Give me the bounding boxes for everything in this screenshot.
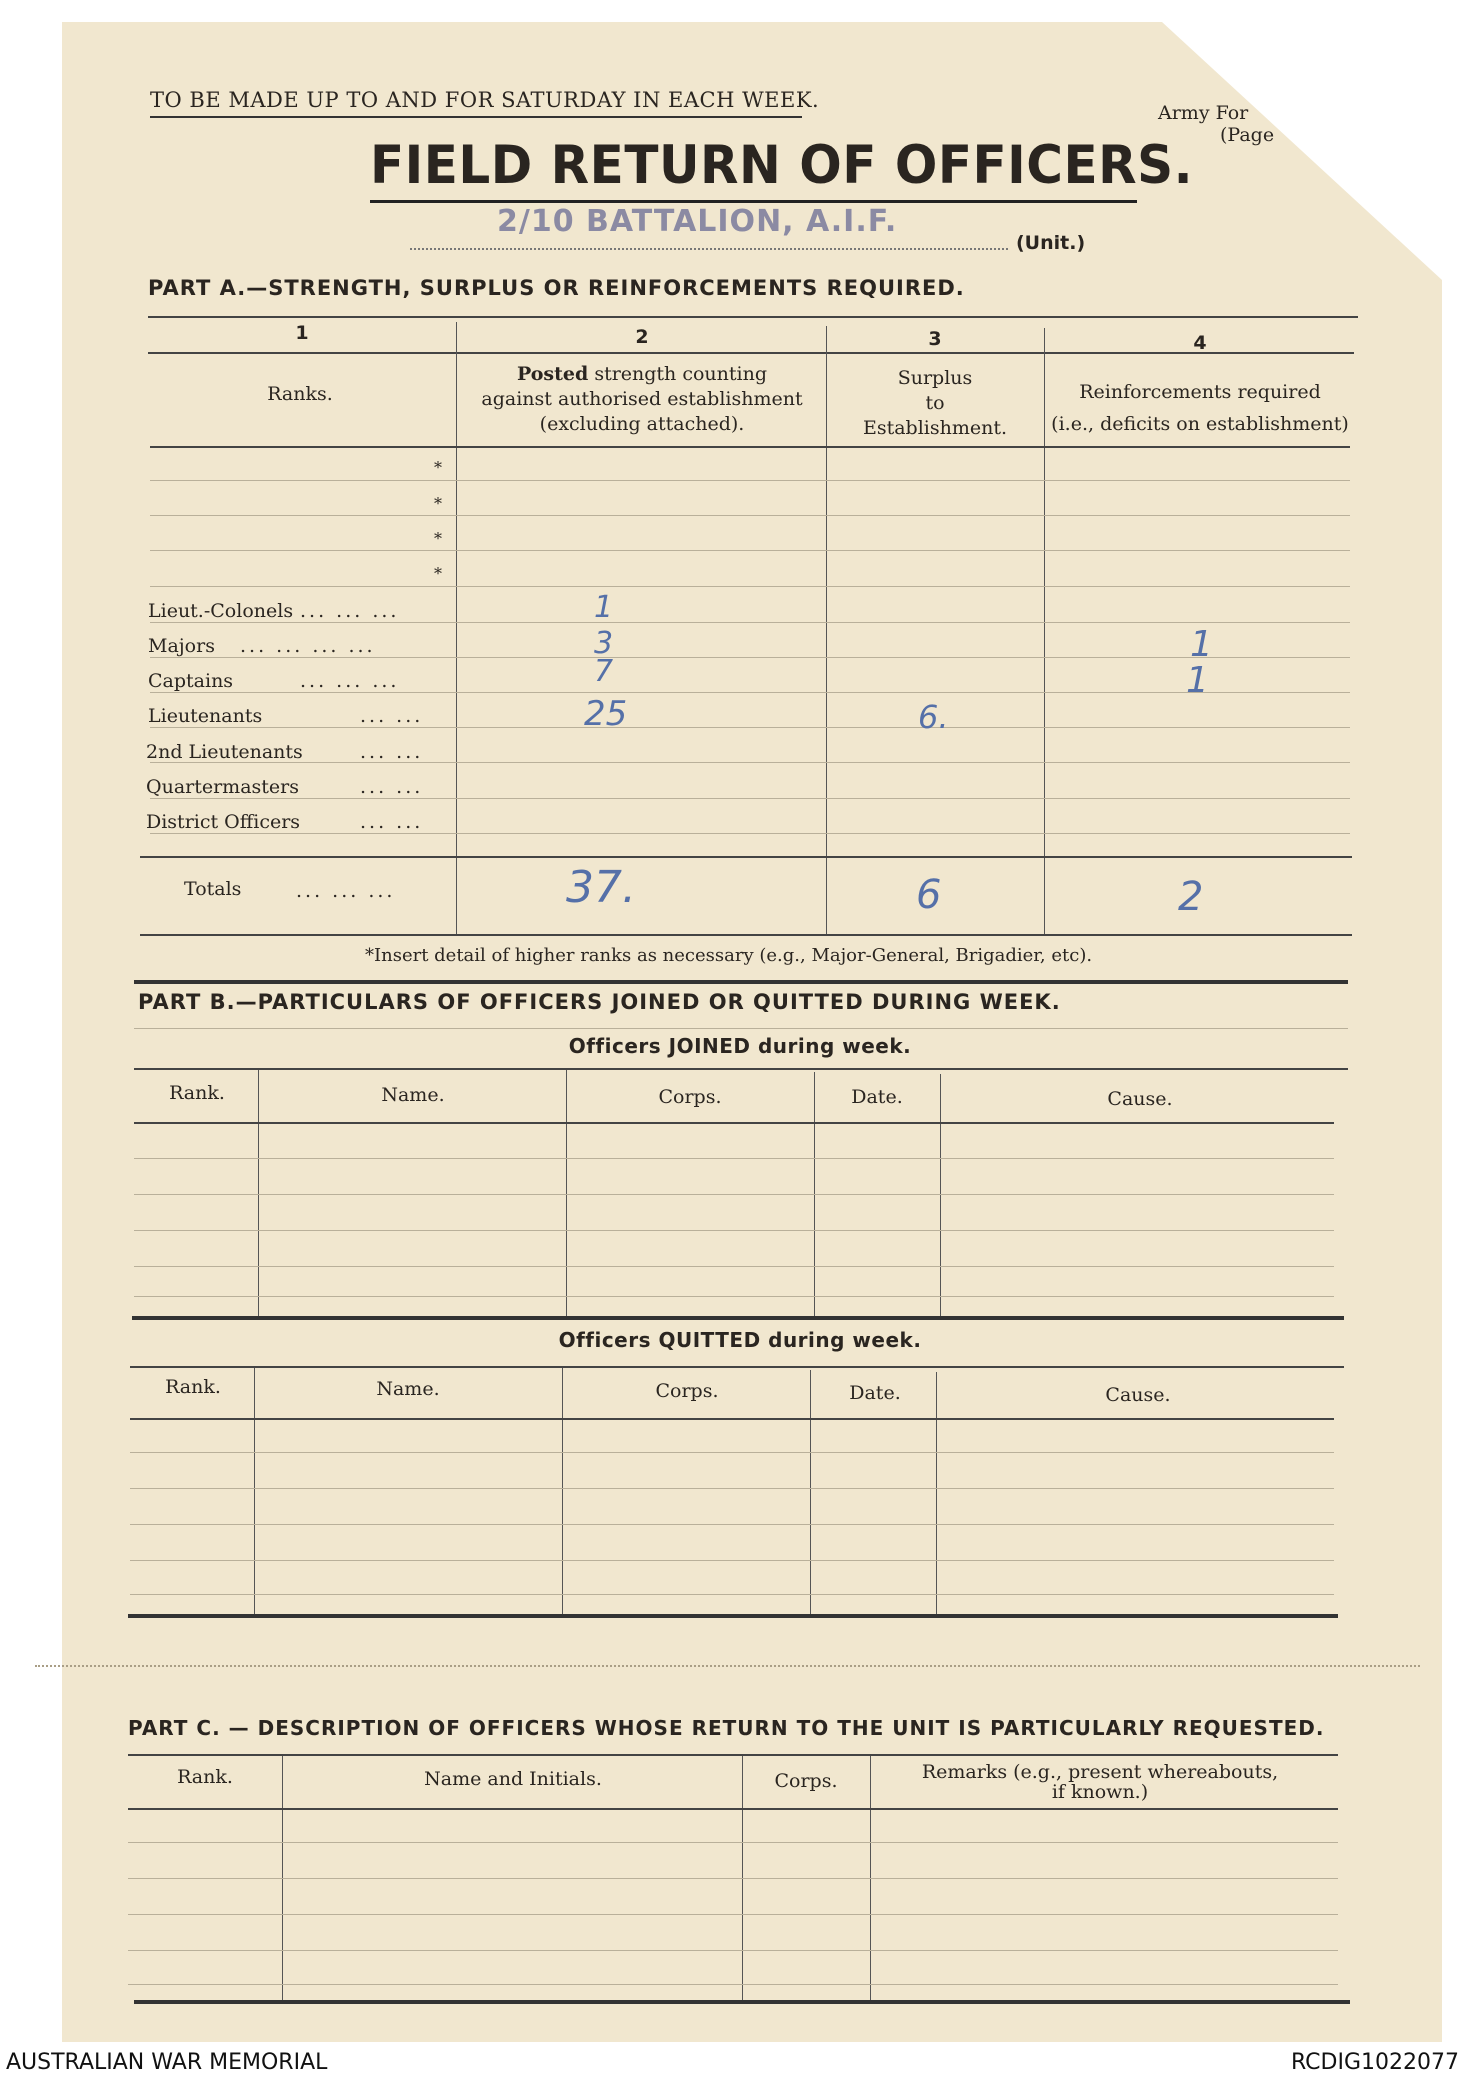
joined-col-corps: Corps. xyxy=(658,1086,722,1108)
col-number-4: 4 xyxy=(1193,332,1207,354)
handwritten-posted-lt-colonels: 1 xyxy=(594,590,614,625)
col-number-rule xyxy=(148,352,1354,354)
part-c-vline xyxy=(282,1756,283,2002)
joined-col-date: Date. xyxy=(851,1086,903,1108)
reinforcements-header xyxy=(1040,376,1360,440)
surplus-header-1: Surplus xyxy=(897,367,973,389)
surplus-header-3: Establishment. xyxy=(862,417,1008,439)
col-number-2: 2 xyxy=(635,326,649,348)
handwritten-surplus-lieutenants: 6. xyxy=(918,698,949,736)
row-rule xyxy=(150,622,1350,623)
unit-stamp: 2/10 BATTALION, A.I.F. xyxy=(497,204,898,239)
rank-label: Captains xyxy=(148,670,234,692)
footer-record-id: RCDIG1022077 xyxy=(1290,2050,1459,2075)
part-c-col-remarks xyxy=(870,1762,1330,1802)
row-rule xyxy=(150,657,1350,658)
blank-rank-marker: * xyxy=(434,564,442,583)
footer-institution: AUSTRALIAN WAR MEMORIAL xyxy=(6,2050,328,2075)
joined-header-rule xyxy=(134,1122,1334,1124)
part-c-row-rule xyxy=(128,1984,1338,1985)
quitted-vline xyxy=(936,1372,937,1614)
page-label: (Page xyxy=(1220,124,1275,146)
part-a-vline-3 xyxy=(1044,328,1045,934)
part-c-vline xyxy=(870,1756,871,2002)
joined-row-rule xyxy=(134,1296,1334,1297)
part-c-top-rule xyxy=(128,1754,1338,1756)
perforation-line xyxy=(35,1665,1420,1667)
part-a-bottom-rule xyxy=(140,934,1352,936)
totals-label: Totals xyxy=(184,878,242,900)
rank-dots: ... ... xyxy=(360,741,424,763)
handwritten-reinf-captains: 1 xyxy=(1186,660,1209,701)
joined-row-rule xyxy=(134,1266,1334,1267)
joined-row-rule xyxy=(134,1230,1334,1231)
ranks-header: Ranks. xyxy=(267,383,333,405)
joined-subheading: Officers JOINED during week. xyxy=(568,1034,912,1058)
remarks-header-1: Remarks (e.g., present whereabouts, xyxy=(921,1761,1279,1783)
quitted-col-rank: Rank. xyxy=(165,1376,221,1398)
quitted-col-corps: Corps. xyxy=(655,1380,719,1402)
row-rule xyxy=(150,727,1350,728)
rank-dots: ... ... xyxy=(360,811,424,833)
posted-header-text-3: (excluding attached). xyxy=(539,413,745,435)
handwritten-total-posted: 37. xyxy=(566,862,636,913)
part-a-vline-1 xyxy=(456,322,457,934)
quitted-vline xyxy=(562,1368,563,1614)
row-rule xyxy=(150,692,1350,693)
part-c-heading: PART C. — DESCRIPTION OF OFFICERS WHOSE RETURN TO THE UNIT IS PARTICULARLY REQUESTED. xyxy=(128,1716,1325,1740)
row-rule xyxy=(150,833,1350,834)
row-rule xyxy=(150,480,1350,481)
part-c-col-rank: Rank. xyxy=(177,1766,233,1788)
part-a-heading: PART A.—STRENGTH, SURPLUS OR REINFORCEMENTS REQUIRED. xyxy=(148,276,965,300)
handwritten-posted-lieutenants: 25 xyxy=(584,694,628,734)
quitted-header-rule xyxy=(130,1418,1334,1420)
rank-label: Quartermasters xyxy=(146,776,299,798)
quitted-row-rule xyxy=(130,1524,1334,1525)
posted-header-text-1: strength counting xyxy=(594,363,768,385)
part-a-header-rule xyxy=(150,446,1350,448)
handwritten-posted-majors: 3 xyxy=(594,626,614,661)
joined-col-rank: Rank. xyxy=(169,1082,225,1104)
reinf-header-1: Reinforcements required xyxy=(1079,381,1321,403)
handwritten-reinf-majors: 1 xyxy=(1190,624,1213,665)
col-number-1: 1 xyxy=(295,322,309,344)
rank-dots: ... ... ... xyxy=(300,600,400,622)
col-number-3: 3 xyxy=(928,328,942,350)
totals-dots: ... ... ... xyxy=(296,880,396,902)
part-c-bottom-rule xyxy=(134,2000,1350,2004)
part-a-top-rule xyxy=(148,316,1358,318)
part-a-vline-2 xyxy=(826,326,827,934)
rank-label: Lieutenants xyxy=(148,705,263,727)
quitted-top-rule xyxy=(130,1366,1344,1368)
joined-bottom-rule xyxy=(132,1316,1344,1320)
row-rule xyxy=(150,798,1350,799)
unit-dotted-line xyxy=(410,248,1008,250)
quitted-row-rule xyxy=(130,1594,1334,1595)
quitted-row-rule xyxy=(130,1560,1334,1561)
part-a-footnote: *Insert detail of higher ranks as necessary (e.g., Major-General, Brigadier, etc). xyxy=(365,945,1093,966)
part-c-row-rule xyxy=(128,1950,1338,1951)
posted-bold-word: Posted xyxy=(516,363,589,385)
joined-vline xyxy=(940,1074,941,1316)
rank-label: Majors xyxy=(148,635,215,657)
blank-rank-marker: * xyxy=(434,458,442,477)
part-b-heading-rule xyxy=(134,1028,1348,1029)
instruction-text: TO BE MADE UP TO AND FOR SATURDAY IN EACH WEEK. xyxy=(150,88,820,112)
surplus-header-2: to xyxy=(925,392,945,414)
handwritten-posted-captains: 7 xyxy=(594,654,614,689)
quitted-col-name: Name. xyxy=(376,1378,440,1400)
joined-col-cause: Cause. xyxy=(1107,1088,1173,1110)
part-c-row-rule xyxy=(128,1878,1338,1879)
part-c-vline xyxy=(742,1756,743,2002)
quitted-row-rule xyxy=(130,1452,1334,1453)
remarks-header-2: if known.) xyxy=(1051,1781,1149,1803)
form-title: FIELD RETURN OF OFFICERS. xyxy=(370,134,1194,196)
joined-top-rule xyxy=(134,1068,1348,1070)
handwritten-total-surplus: 6 xyxy=(916,872,942,918)
quitted-col-date: Date. xyxy=(849,1382,901,1404)
rank-dots: ... ... xyxy=(360,705,424,727)
totals-rule xyxy=(140,856,1352,858)
row-rule xyxy=(150,586,1350,587)
part-c-header-rule xyxy=(128,1808,1338,1810)
joined-vline xyxy=(566,1070,567,1316)
posted-header-line-1 xyxy=(462,362,822,387)
joined-row-rule xyxy=(134,1194,1334,1195)
quitted-bottom-rule xyxy=(128,1614,1338,1618)
quitted-col-cause: Cause. xyxy=(1105,1384,1171,1406)
posted-strength-header xyxy=(462,362,822,437)
posted-header-text-2: against authorised establishment xyxy=(481,388,803,410)
joined-row-rule xyxy=(134,1158,1334,1159)
part-b-heading: PART B.—PARTICULARS OF OFFICERS JOINED OR QUITTED DURING WEEK. xyxy=(138,990,1061,1014)
surplus-header xyxy=(840,366,1030,441)
title-underline xyxy=(370,200,1137,203)
quitted-vline xyxy=(810,1370,811,1614)
blank-rank-marker: * xyxy=(434,494,442,513)
part-c-col-corps: Corps. xyxy=(774,1770,838,1792)
part-a-end-rule xyxy=(134,980,1348,984)
part-c-row-rule xyxy=(128,1914,1338,1915)
rank-label: 2nd Lieutenants xyxy=(146,741,303,763)
quitted-row-rule xyxy=(130,1488,1334,1489)
part-c-col-name: Name and Initials. xyxy=(424,1768,602,1790)
joined-col-name: Name. xyxy=(381,1084,445,1106)
row-rule xyxy=(150,550,1350,551)
rank-dots: ... ... ... ... xyxy=(240,635,376,657)
reinf-header-2: (i.e., deficits on establishment) xyxy=(1051,413,1349,435)
part-c-row-rule xyxy=(128,1842,1338,1843)
row-rule xyxy=(150,515,1350,516)
rank-dots: ... ... xyxy=(360,776,424,798)
instruction-underline xyxy=(150,116,802,118)
joined-vline xyxy=(258,1070,259,1316)
quitted-vline xyxy=(254,1368,255,1614)
rank-label: Lieut.-Colonels xyxy=(148,600,294,622)
rank-dots: ... ... ... xyxy=(300,670,400,692)
handwritten-total-reinf: 2 xyxy=(1178,874,1204,920)
rank-label: District Officers xyxy=(146,811,301,833)
row-rule xyxy=(150,762,1350,763)
army-form-number: Army For xyxy=(1158,102,1249,124)
quitted-subheading: Officers QUITTED during week. xyxy=(558,1328,922,1352)
blank-rank-marker: * xyxy=(434,529,442,548)
unit-label: (Unit.) xyxy=(1016,232,1086,254)
